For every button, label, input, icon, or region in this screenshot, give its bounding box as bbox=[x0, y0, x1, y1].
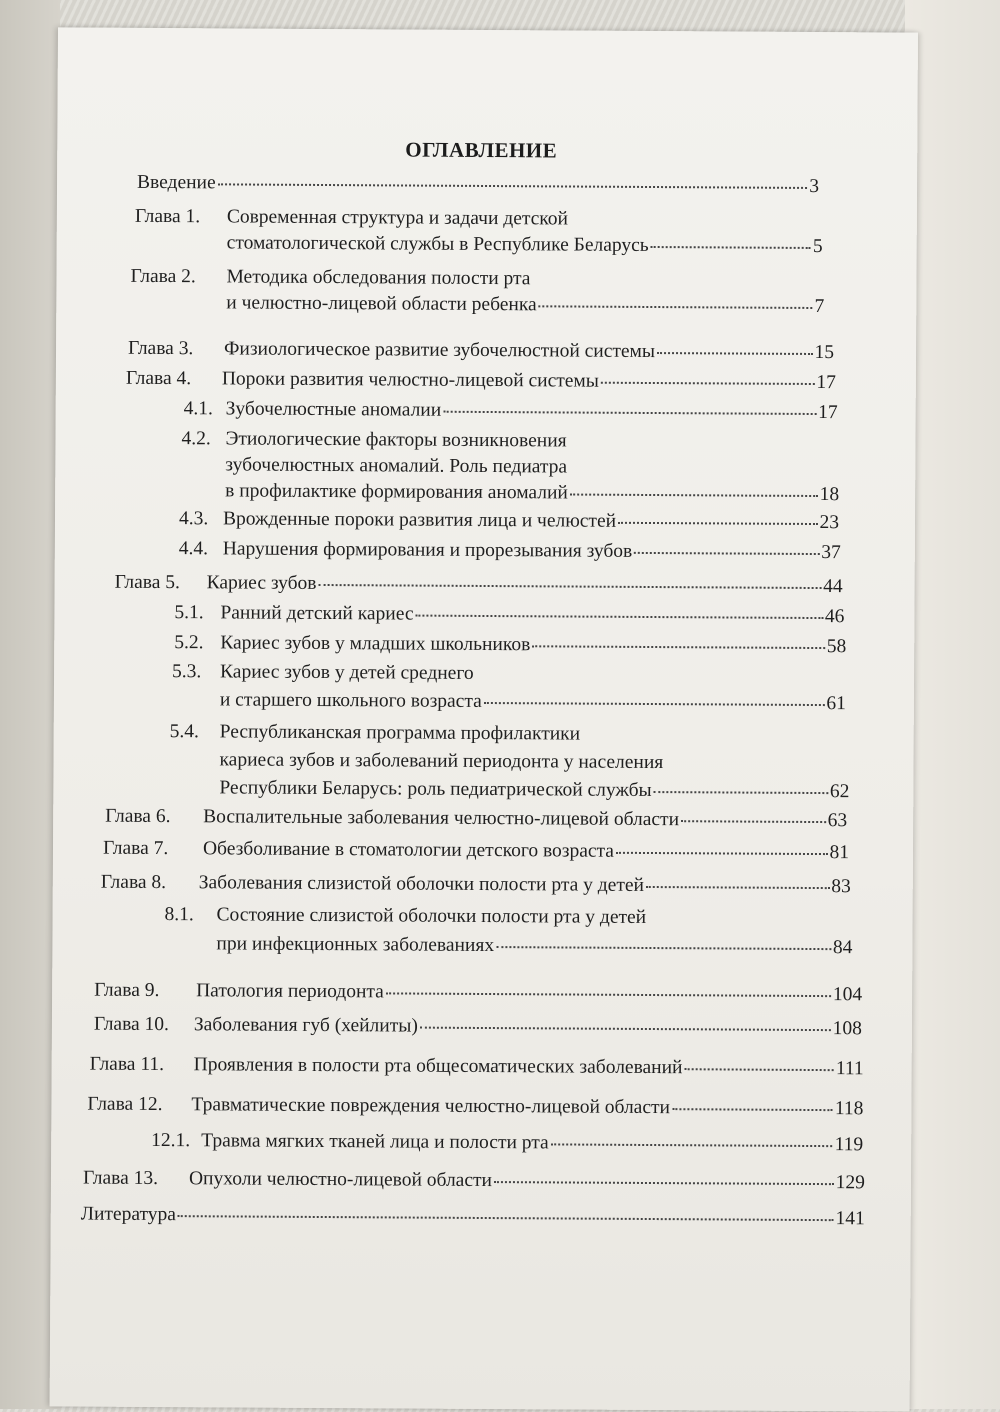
toc-entry-label: Глава 4. bbox=[125, 367, 192, 390]
toc-entry-label: Глава 9. bbox=[94, 979, 160, 1002]
toc-entry-label: Глава 3. bbox=[127, 337, 194, 360]
toc-entry-label: Глава 12. bbox=[87, 1093, 163, 1116]
toc-page-number: 15 bbox=[814, 342, 835, 364]
toc-entry bbox=[90, 1052, 864, 1082]
toc-page-number: 119 bbox=[834, 1134, 864, 1156]
toc-page-number: 18 bbox=[819, 484, 840, 506]
toc-page-number: 58 bbox=[826, 636, 847, 658]
toc-entry-text: Физиологическое развитие зубочелюстной системы bbox=[223, 338, 656, 363]
toc-page-number: 141 bbox=[835, 1208, 865, 1230]
toc-entry-label: 8.1. bbox=[164, 904, 194, 926]
table-of-contents bbox=[50, 27, 918, 1411]
toc-entry bbox=[130, 264, 824, 320]
toc-entry-text: Пороки развития челюстно-лицевой системы bbox=[221, 368, 599, 392]
toc-entry-text: Кариес зубов у детей среднего bbox=[220, 661, 474, 684]
toc-entry-text: Современная структура и задачи детской bbox=[226, 206, 569, 230]
toc-entry bbox=[115, 570, 843, 599]
toc-entry bbox=[179, 536, 841, 565]
toc-entry bbox=[179, 506, 839, 535]
toc-entry-label: 5.3. bbox=[172, 661, 202, 683]
toc-entry-label: Глава 1. bbox=[134, 205, 201, 228]
toc-entry bbox=[105, 804, 847, 834]
toc-entry-text: Республиканская программа профилактики bbox=[219, 721, 581, 745]
dot-leader bbox=[551, 1143, 833, 1147]
toc-entry-text: Кариес зубов bbox=[206, 572, 317, 594]
dot-leader bbox=[681, 820, 826, 823]
toc-entry bbox=[94, 978, 862, 1008]
toc-page-number: 62 bbox=[829, 781, 850, 803]
toc-entry-label: 4.3. bbox=[178, 508, 209, 530]
toc-page-number: 46 bbox=[824, 606, 845, 628]
toc-entry bbox=[174, 600, 844, 629]
dot-leader bbox=[601, 382, 814, 385]
toc-entry-text: Литература bbox=[80, 1203, 176, 1226]
dot-leader bbox=[570, 494, 818, 498]
toc-entry-label: 4.1. bbox=[183, 398, 213, 420]
toc-entry-text: Воспалительные заболевания челюстно-лицевой области bbox=[203, 806, 680, 831]
toc-entry-text: Обезболивание в стоматологии детского возраста bbox=[202, 838, 615, 862]
toc-entry-text: Кариес зубов у младших школьников bbox=[220, 632, 531, 656]
toc-entry bbox=[94, 1012, 862, 1042]
dot-leader bbox=[532, 645, 824, 649]
toc-page-number: 83 bbox=[831, 876, 851, 898]
toc-page-number: 104 bbox=[832, 984, 863, 1006]
toc-page-number: 108 bbox=[832, 1018, 862, 1040]
toc-page-number: 7 bbox=[814, 296, 825, 318]
toc-entry-text: Опухоли челюстно-лицевой области bbox=[188, 1168, 493, 1192]
toc-entry-text: при инфекционных заболеваниях bbox=[216, 933, 495, 957]
toc-entry bbox=[181, 426, 839, 508]
toc-page-number: 44 bbox=[823, 576, 843, 598]
dot-leader bbox=[416, 615, 823, 619]
toc-entry-text: зубочелюстных аномалий. Роль педиатра bbox=[225, 454, 568, 478]
dot-leader bbox=[685, 1068, 834, 1071]
toc-entry-label: Глава 10. bbox=[93, 1013, 170, 1036]
toc-entry-text: Введение bbox=[136, 171, 216, 194]
toc-entry-label: 5.4. bbox=[169, 721, 200, 743]
dot-leader bbox=[178, 1215, 834, 1221]
toc-entry-label: Глава 2. bbox=[130, 265, 196, 288]
toc-entry bbox=[101, 870, 851, 900]
dot-leader bbox=[386, 992, 831, 997]
toc-entry-label: Глава 8. bbox=[100, 871, 167, 894]
toc-entry-text: Республики Беларусь: роль педиатрической службы bbox=[219, 777, 652, 802]
toc-entry bbox=[128, 336, 834, 365]
toc-entry-text: стоматологической службы в Республике Беларусь bbox=[226, 232, 649, 256]
dot-leader bbox=[420, 1027, 831, 1032]
toc-entry-label: Глава 13. bbox=[82, 1167, 159, 1190]
background-surface-right bbox=[905, 0, 1000, 1409]
toc-entry-label: 12.1. bbox=[151, 1129, 191, 1152]
toc-page-number: 118 bbox=[834, 1098, 864, 1120]
toc-entry-text: Травматические повреждения челюстно-лицевой области bbox=[191, 1094, 671, 1119]
toc-entry-text: Нарушения формирования и прорезывания зубов bbox=[222, 538, 633, 562]
dot-leader bbox=[539, 305, 813, 309]
dot-leader bbox=[618, 522, 817, 525]
dot-leader bbox=[319, 584, 822, 589]
dot-leader bbox=[443, 411, 816, 415]
toc-page-number: 17 bbox=[818, 402, 838, 424]
book-page bbox=[50, 27, 918, 1411]
dot-leader bbox=[651, 246, 811, 249]
dot-leader bbox=[616, 852, 827, 855]
dot-leader bbox=[672, 1108, 833, 1111]
toc-page-number: 17 bbox=[816, 372, 836, 394]
toc-entry bbox=[103, 836, 849, 866]
toc-entry bbox=[151, 1128, 863, 1157]
toc-entry-label: 5.2. bbox=[174, 632, 204, 654]
toc-entry-text: Ранний детский кариес bbox=[220, 602, 414, 625]
toc-entry-label: 5.1. bbox=[174, 602, 204, 624]
toc-entry bbox=[172, 658, 846, 718]
toc-entry-label: Глава 11. bbox=[89, 1053, 165, 1076]
toc-entry-label: Глава 7. bbox=[102, 837, 169, 860]
toc-entry-text: Этиологические факторы возникновения bbox=[225, 428, 567, 452]
toc-entry-text: Заболевания слизистой оболочки полости рта у детей bbox=[198, 872, 645, 896]
toc-entry-text: в профилактике формирования аномалий bbox=[225, 480, 568, 504]
toc-entry bbox=[126, 366, 836, 395]
toc-entry-label: 4.2. bbox=[181, 428, 211, 450]
toc-title: ОГЛАВЛЕНИЕ bbox=[405, 137, 558, 163]
dot-leader bbox=[634, 552, 819, 555]
toc-entry-text: кариеса зубов и заболеваний периодонта у населения bbox=[219, 749, 664, 774]
toc-page-number: 129 bbox=[835, 1172, 866, 1194]
toc-page-number: 111 bbox=[835, 1058, 864, 1080]
toc-entry-text: Заболевания губ (хейлиты) bbox=[193, 1014, 418, 1037]
dot-leader bbox=[218, 183, 808, 189]
toc-page-number: 3 bbox=[809, 175, 820, 198]
toc-page-number: 61 bbox=[826, 693, 846, 715]
toc-page-number: 5 bbox=[812, 235, 823, 258]
toc-page-number: 84 bbox=[832, 937, 853, 959]
toc-entry-text: Зубочелюстные аномалии bbox=[225, 398, 442, 421]
dot-leader bbox=[494, 1181, 834, 1185]
toc-page-number: 23 bbox=[819, 512, 840, 534]
dot-leader bbox=[496, 946, 831, 950]
toc-entry-label: 4.4. bbox=[178, 538, 209, 560]
toc-entry bbox=[164, 900, 852, 962]
toc-entry-text: Методика обследования полости рта bbox=[226, 266, 531, 290]
dot-leader bbox=[654, 791, 828, 794]
toc-entry-text: Травма мягких тканей лица и полости рта bbox=[201, 1130, 549, 1154]
toc-entry bbox=[169, 718, 850, 806]
dot-leader bbox=[646, 886, 829, 889]
toc-entry bbox=[135, 204, 823, 260]
toc-entry bbox=[81, 1202, 865, 1232]
toc-entry bbox=[137, 170, 819, 199]
toc-entry bbox=[87, 1092, 863, 1122]
toc-entry-text: Состояние слизистой оболочки полости рта у детей bbox=[216, 904, 647, 928]
toc-entry-label: Глава 6. bbox=[105, 805, 171, 828]
toc-page-number: 63 bbox=[827, 810, 848, 832]
toc-entry-text: Врожденные пороки развития лица и челюстей bbox=[222, 508, 617, 532]
dot-leader bbox=[657, 352, 813, 355]
toc-entry-label: Глава 5. bbox=[114, 571, 180, 594]
toc-page-number: 37 bbox=[821, 542, 841, 564]
toc-entry-text: и старшего школьного возраста bbox=[219, 689, 482, 712]
toc-entry bbox=[184, 396, 838, 425]
toc-entry bbox=[174, 630, 846, 659]
toc-entry-text: Патология периодонта bbox=[196, 980, 384, 1003]
toc-entry bbox=[83, 1166, 865, 1196]
dot-leader bbox=[484, 702, 825, 706]
toc-page-number: 81 bbox=[829, 842, 850, 864]
toc-entry-text: и челюстно-лицевой области ребенка bbox=[226, 292, 537, 316]
toc-entry-text: Проявления в полости рта общесоматических заболеваний bbox=[193, 1054, 683, 1079]
